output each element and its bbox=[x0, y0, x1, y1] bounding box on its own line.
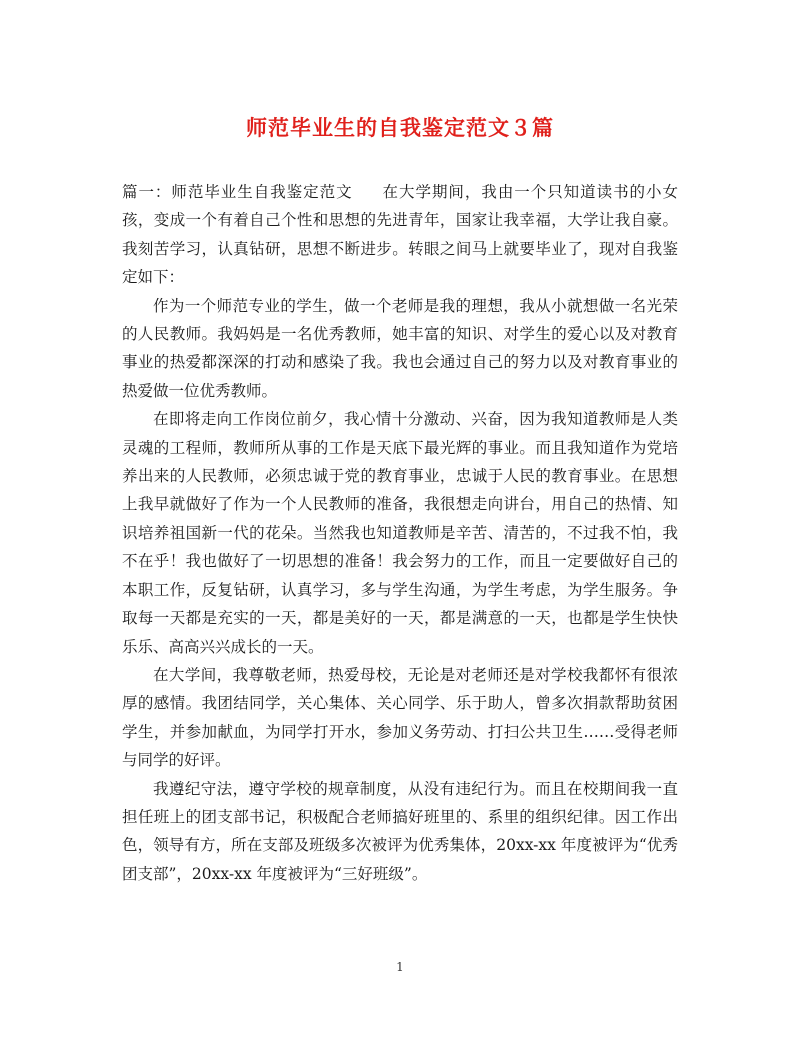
paragraph: 在即将走向工作岗位前夕，我心情十分激动、兴奋，因为我知道教师是人类灵魂的工程师，教师所从事的工作是天底下最光辉的事业。而且我知道作为党培养出来的人民教师，必须忠诚于党的教育事业，忠诚于人民的教育事业。在思想上我早就做好了作为一个人民教师的准备，我很想走向讲台，用自己的热情、知识培养祖国新一代的花朵。当然我也知道教师是辛苦、清苦的，不过我不怕，我不在乎！我也做好了一切思想的准备！我会努力的工作，而且一定要做好自己的本职工作，反复钻研，认真学习，多与学生沟通，为学生考虑，为学生服务。争取每一天都是充实的一天，都是美好的一天，都是满意的一天，也都是学生快快乐乐、高高兴兴成长的一天。 bbox=[122, 410, 678, 656]
document-body bbox=[122, 178, 678, 888]
paragraph: 作为一个师范专业的学生，做一个老师是我的理想，我从小就想做一名光荣的人民教师。我妈妈是一名优秀教师，她丰富的知识、对学生的爱心以及对教育事业的热爱都深深的打动和感染了我。我也会通过自己的努力以及对教育事业的热爱做一位优秀教师。 bbox=[122, 296, 678, 400]
paragraph-text: 在大学期间，我由一个只知道读书的小女孩，变成一个有着自己个性和思想的先进青年，国家让我幸福，大学让我自豪。我刻苦学习，认真钻研，思想不断进步。转眼之间马上就要毕业了，现对自我鉴定如下： bbox=[122, 183, 678, 287]
paragraph: 我遵纪守法，遵守学校的规章制度，从没有违纪行为。而且在校期间我一直担任班上的团支部书记，积极配合老师搞好班里的、系里的组织纪律。因工作出色，领导有方，所在支部及班级多次被评为优秀集体，20xx-xx 年度被评为“优秀团支部”，20xx-xx 年度被评为“三好班级”。 bbox=[122, 779, 678, 883]
document-title: 师范毕业生的自我鉴定范文３篇 bbox=[246, 115, 554, 140]
paragraph: 在大学间，我尊敬老师，热爱母校，无论是对老师还是对学校我都怀有很浓厚的感情。我团结同学，关心集体、关心同学、乐于助人，曾多次捐款帮助贫困学生，并参加献血，为同学打开水，参加义务劳动、打扫公共卫生……受得老师与同学的好评。 bbox=[122, 665, 678, 770]
section-label: 篇一：师范毕业生自我鉴定范文 bbox=[122, 183, 353, 201]
paragraph-intro bbox=[122, 178, 678, 292]
page-number: 1 bbox=[396, 960, 404, 974]
